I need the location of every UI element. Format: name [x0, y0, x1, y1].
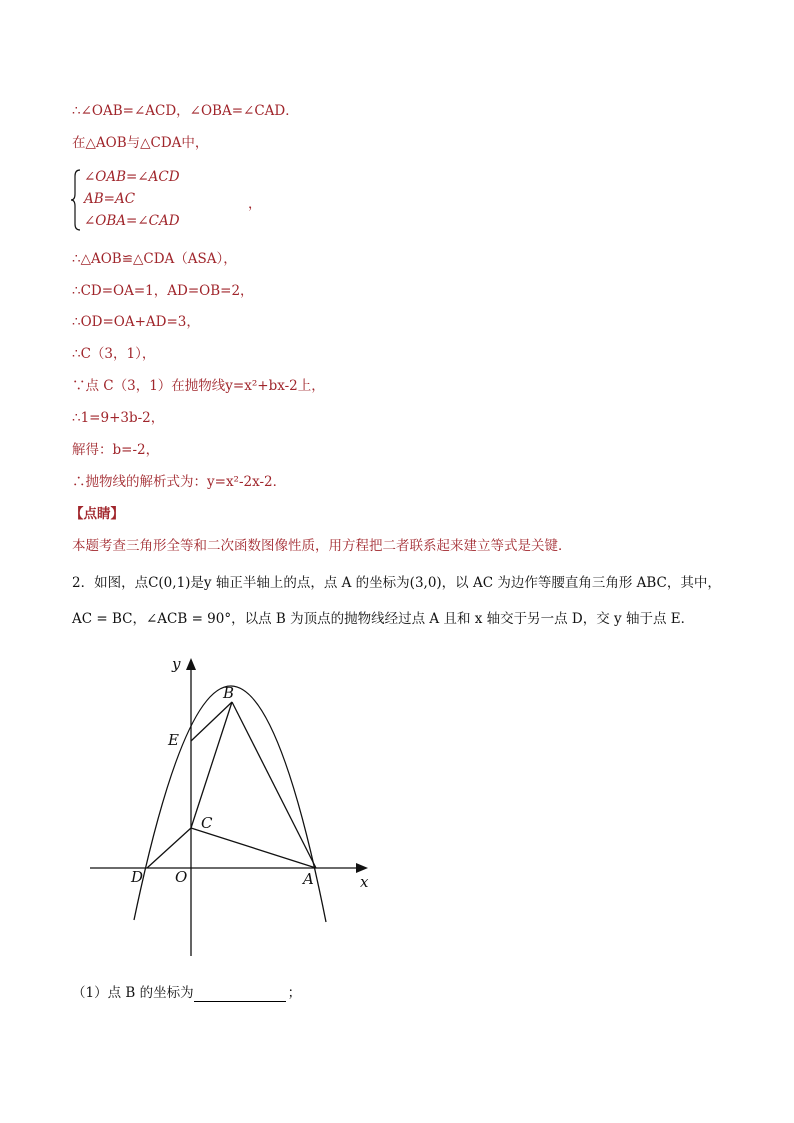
y-axis-arrow-icon [186, 658, 196, 670]
solution-line-2: 在△AOB与△CDA中， [72, 135, 209, 151]
solution-line-9: 解得：b=-2， [72, 442, 160, 458]
label-B: B [223, 684, 235, 702]
problem-line-1: 2．如图，点C(0,1)是y 轴正半轴上的点，点 A 的坐标为(3,0)，以 AC 为边作等腰直角三角形 ABC，其中， [72, 575, 721, 591]
solution-line-6: ∴C（3，1）， [72, 346, 156, 362]
question-1-suffix: ； [287, 985, 302, 1001]
label-x: x [360, 873, 369, 891]
label-O: O [175, 868, 188, 886]
answer-blank[interactable] [194, 987, 286, 1002]
label-C: C [201, 814, 213, 832]
system-row-2: AB=AC [84, 191, 136, 207]
solution-line-7: ∵点 C（3，1）在抛物线y=x²+bx-2上， [72, 378, 325, 394]
system-row-3: ∠OBA=∠CAD [84, 213, 180, 229]
solution-line-10: ∴抛物线的解析式为：y=x²-2x-2． [72, 474, 287, 490]
question-1-prefix: （1）点 B 的坐标为 [72, 985, 194, 1001]
solution-line-1: ∴∠OAB=∠ACD，∠OBA=∠CAD． [72, 103, 299, 119]
comment-title: 【点睛】 [70, 506, 124, 522]
segment-CA [191, 828, 316, 868]
label-y: y [172, 655, 181, 673]
label-D: D [131, 868, 144, 886]
parabola-curve [134, 686, 326, 922]
label-E: E [168, 731, 179, 749]
problem-line-2: AC = BC，∠ACB = 90°，以点 B 为顶点的抛物线经过点 A 且和 x 轴交于另一点 D，交 y 轴于点 E． [72, 611, 695, 627]
system-comma: ， [248, 196, 262, 212]
label-A: A [303, 870, 314, 888]
system-row-1: ∠OAB=∠ACD [84, 169, 180, 185]
solution-line-4: ∴CD=OA=1，AD=OB=2， [72, 283, 254, 299]
brace-icon [70, 168, 84, 232]
x-axis-arrow-icon [356, 863, 368, 873]
parabola-figure [80, 650, 390, 965]
solution-line-3: ∴△AOB≌△CDA（ASA）， [72, 251, 237, 267]
solution-line-5: ∴OD=OA+AD=3， [72, 314, 200, 330]
solution-line-8: ∴1=9+3b-2， [72, 410, 165, 426]
segment-BA [232, 702, 316, 868]
comment-text: 本题考查三角形全等和二次函数图像性质，用方程把二者联系起来建立等式是关键． [72, 538, 572, 554]
question-1 [72, 984, 301, 1002]
